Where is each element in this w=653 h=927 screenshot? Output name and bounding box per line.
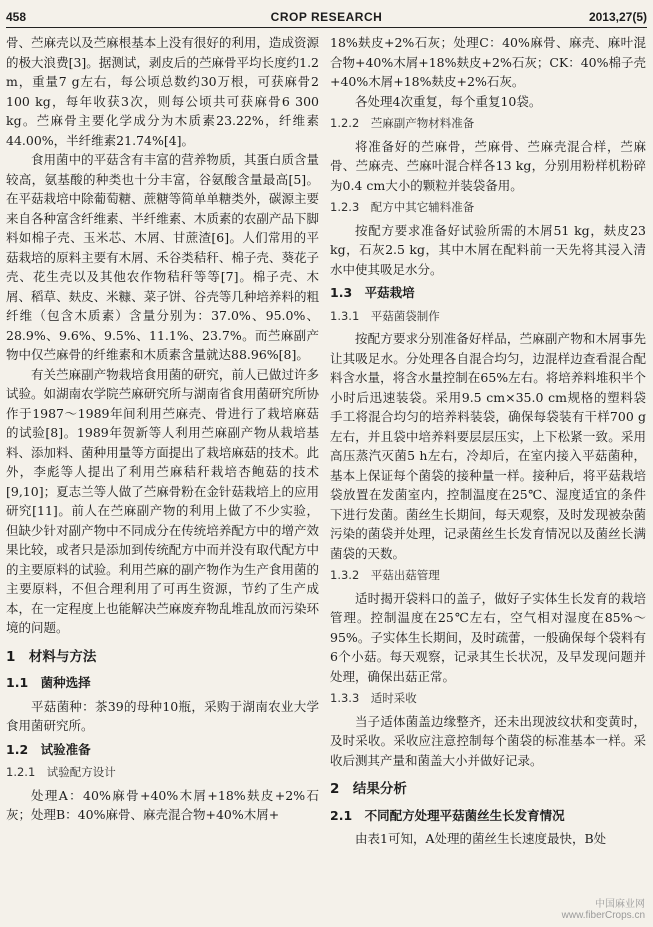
subsubsection-heading: 1.3.3 适时采收	[330, 691, 417, 705]
paragraph: 将准备好的苎麻骨，苎麻骨、苎麻壳混合样，苎麻骨、苎麻壳、苎麻叶混合样各13 kg，分别用粉样机粉碎为0.4 cm大小的颗粒并装袋备用。	[330, 138, 646, 193]
subsection-heading: 2.1 不同配方处理平菇菌丝生长发育情况	[330, 807, 565, 823]
watermark	[562, 895, 645, 921]
subsubsection-heading: 1.2.2 苎麻副产物材料准备	[330, 116, 475, 130]
right-column	[330, 33, 646, 849]
paragraph: 当子适体菌盖边缘整齐，还未出现波纹状和变黄时，及时采收。采收应注意控制每个菌袋的标准基本一样。采收后测其产量和菌盖大小并做好记录。	[330, 713, 646, 768]
watermark-line: www.fiberCrops.cn	[561, 910, 645, 921]
subsection-heading: 1.2 试验准备	[6, 741, 91, 757]
paragraph: 食用菌中的平菇含有丰富的营养物质，其蛋白质含量较高，氨基酸的种类也十分丰富，谷氨酸含量最高[5]。在平菇栽培中除葡萄糖、蔗糖等简单单糖类外，碳源主要来自各种富含纤维素、半纤维素、木质素的农副产品下脚料如棉子壳、玉米芯、木屑、甘蔗渣[6]。人们常用的平菇栽培的原料主要有木屑、禾谷类秸秆、棉子壳、葵花子壳、花生壳以及其他农作物秸秆等等[7]。棉子壳、木屑、稻草、麸皮、米糠、菜子饼、谷壳等几种培养料的粗纤维（包含木质素）含量分别为：37.0%、95.0%、28.9%、9.6%、9.5%、11.1%、23.7%。而苎麻副产物中仅苎麻骨的纤维素和木质素含量就达88.96%[8]。	[6, 152, 319, 362]
journal-title: CROP RESEARCH	[270, 10, 383, 24]
paragraph: 各处理4次重复，每个重复10袋。	[355, 93, 542, 109]
paragraph: 适时揭开袋料口的盖子，做好子实体生长发育的栽培管理。控制温度在25℃左右，空气相对湿度在85%～95%。子实体生长期间，及时疏蕾，一般确保每个袋料有6个小菇。每天观察，记录其生长状况，及早发现问题并处理，确保出菇正常。	[330, 590, 646, 684]
paragraph: 按配方要求准备好试验所需的木屑51 kg，麸皮23 kg，石灰2.5 kg，其中木屑在配料前一天先将其浸入清水中使其吸足水分。	[330, 222, 646, 277]
header-rule	[6, 27, 647, 28]
subsubsection-heading: 1.3.2 平菇出菇管理	[330, 568, 440, 582]
subsubsection-heading: 1.2.1 试验配方设计	[6, 765, 116, 779]
page-number: 458	[6, 10, 27, 24]
paragraph: 处理A：40%麻骨+40%木屑+18%麸皮+2%石灰；处理B：40%麻骨、麻壳混合物+40%木屑+	[6, 787, 319, 822]
paragraph: 有关苎麻副产物栽培食用菌的研究，前人已做过许多试验。如湖南农学院苎麻研究所与湖南省食用菌研究所协作于1987～1989年间利用苎麻壳、骨进行了栽培麻菇的试验[8]。1989年贺新等人利用苎麻副产物从栽培基料、添加料、菌种用量等方面提出了栽培麻菇的技术。此外，李彪等人提出了利用苎麻秸秆栽培杏鲍菇的技术[9,10]；夏志兰等人做了苎麻骨粉在金针菇栽培上的应用研究[11]。前人在苎麻副产物的利用上做了不少实验，但缺少针对副产物中不同成分在传统培养配方中的增产效果比较，或者只是添加到传统配方中而并没有取代配方中的主要原料的试验。利用苎麻的副产物作为生产食用菌的主要原料，不但合理利用了可再生资源，节约了生产成本，在一定程度上也能解决苎麻废弃物乱堆乱放而污染环境的问题。	[6, 366, 319, 635]
subsection-heading: 1.3 平菇栽培	[330, 285, 415, 300]
running-header	[6, 8, 647, 28]
section-heading: 2 结果分析	[330, 781, 407, 797]
subsubsection-heading: 1.2.3 配方中其它辅料准备	[330, 200, 475, 214]
section-heading: 1 材料与方法	[6, 648, 97, 665]
volume-issue: 2013,27(5)	[588, 10, 647, 24]
watermark-line: 中国麻业网	[595, 899, 645, 910]
subsection-heading: 1.1 菌种选择	[6, 675, 91, 690]
subsubsection-heading: 1.3.1 平菇菌袋制作	[330, 308, 440, 323]
paragraph: 由表1可知，A处理的菌丝生长速度最快，B处	[355, 831, 607, 846]
left-column	[6, 33, 319, 825]
paragraph: 平菇菌种：茶39的母种10瓶，采购于湖南农业大学食用菌研究所。	[6, 698, 319, 733]
paragraph: 18%麸皮+2%石灰；处理C：40%麻骨、麻壳、麻叶混合物+40%木屑+18%麸皮+2%石灰；CK：40%棉子壳+40%木屑+18%麸皮+2%石灰。	[330, 35, 647, 89]
paragraph: 骨、苎麻壳以及苎麻根基本上没有很好的利用，造成资源的极大浪费[3]。据测试，剥皮后的苎麻骨平均长度约1.2 m，重量7 g左右，每公顷总数约30万根，可获麻骨2 100 kg，每年收获3次，则每公顷共可获麻骨6 300 kg。苎麻骨主要化学成分为木质素23.22%，纤维素44.00%，半纤维素21.74%[4]。	[6, 35, 319, 148]
paragraph: 按配方要求分别准备好样品，苎麻副产物和木屑事先让其吸足水。分处理各自混合均匀，边混样边查看混合配料含水量，将含水量控制在65%左右。将培养料堆积半个小时后迅速装袋。采用9.5 cm×35.0 cm规格的塑料袋手工将混合均匀的培养料装袋，确保每袋装有干样700 g左右，并且袋中培养料要层层压实，上下松紧一致。采用高压蒸汽灭菌5 h左右，冷却后，在室内接入平菇菌种，基本上保证每个菌袋的接种量一样。接种后，将平菇栽培袋放置在发菌室内，控制温度在25℃、湿度适宜的条件下进行发菌。菌丝生长期间，每天观察，及时发现被杂菌污染的菌袋并处理，记录菌丝生长发育情况以及菌丝长满菌袋的天数。	[330, 331, 646, 561]
